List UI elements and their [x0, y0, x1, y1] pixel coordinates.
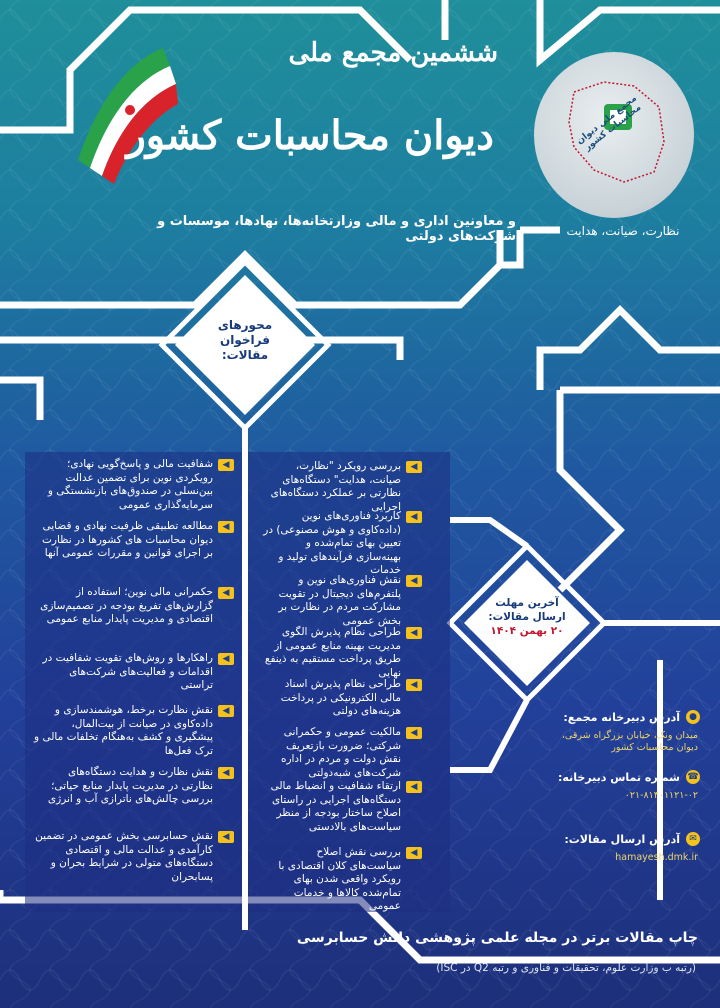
topic-text: طراحی نظام پذیرش الگوی مدیریت بهینه منابع عمومی از طریق پرداخت مستقیم به ذینفع نهایی	[264, 626, 401, 679]
footer-subline: (رتبه ب وزارت علوم، تحقیقات و فناوری و رتبه Q2 در ISC)	[436, 962, 696, 974]
contact-website	[540, 832, 700, 864]
topic-text: ارتقاء شفافیت و انضباط مالی دستگاه‌های اجرایی در راستای اصلاح ساختار بودجه از منظر سیاست‌های بالادستی	[270, 780, 401, 833]
topic-text: مطالعه تطبیقی ظرفیت نهادی و قضایی دیوان محاسبات های کشورها در نظارت بر اجرای قوانین و مقررات عمومی آنها	[42, 520, 213, 559]
arrow-left-icon: ◀	[218, 653, 234, 665]
topic-item	[34, 830, 234, 884]
topic-text: کاربرد فناوری‌های نوین (داده‌کاوی و هوش مصنوعی) در تعیین بهای تمام‌شده و بهینه‌سازی فرآیندهای تولید و خدمات	[263, 510, 401, 576]
deadline-date: ۲۰ بهمن ۱۴۰۴	[490, 625, 564, 637]
arrow-left-icon: ◀	[406, 575, 422, 587]
arrow-left-icon: ◀	[218, 831, 234, 843]
arrow-left-icon: ◀	[218, 705, 234, 717]
topic-text: مالکیت عمومی و حکمرانی شرکتی؛ ضرورت بازتعریف نقش دولت و مردم در اداره شرکت‌های شبه‌دولتی	[280, 726, 401, 779]
call-axes-label	[200, 318, 290, 363]
topic-text: بررسی رویکرد "نظارت، صیانت، هدایت" دستگاه‌های نظارتی بر عملکرد دستگاه‌های اجرایی	[270, 460, 401, 513]
arrow-left-icon: ◀	[406, 461, 422, 473]
contact-label: شماره تماس دبیرخانه:	[558, 770, 680, 784]
arrow-left-icon: ◀	[406, 679, 422, 691]
topic-text: نقش حسابرسی بخش عمومی در تضمین کارآمدی و عدالت مالی و اقتصادی دستگاه‌های متولی در شرایط بحران و پسابحران	[35, 830, 213, 883]
arrow-left-icon: ◀	[406, 727, 422, 739]
iran-map-icon	[534, 52, 694, 218]
contact-value: میدان ونک، خیابان بزرگراه شرقی، دیوان محاسبات کشور	[561, 730, 698, 753]
topic-text: بررسی نقش اصلاح سیاست‌های کلان اقتصادی با رویکرد واقعی شدن بهای تمام‌شده کالاها و خدمات عمومی	[278, 846, 401, 912]
contact-address	[540, 710, 700, 754]
contact-label: آدرس دبیرخانه مجمع:	[563, 710, 680, 724]
topic-item	[34, 766, 234, 807]
topic-item	[34, 652, 234, 693]
arrow-left-icon: ◀	[406, 627, 422, 639]
topic-item	[262, 678, 422, 719]
topic-text: نقش فناوری‌های نوین و پلتفرم‌های دیجیتال در تقویت مشارکت مردم در نظارت بر بخش عمومی	[278, 574, 401, 627]
phone-icon: ☎	[687, 772, 699, 782]
contact-value: ۰۲۱-۸۱۴۰۱۱۲۱-۰۲	[624, 790, 698, 801]
topic-item	[34, 458, 234, 512]
contact-label: آدرس ارسال مقالات:	[564, 832, 680, 846]
arrow-left-icon: ◀	[218, 459, 234, 471]
event-subtitle: و معاونین اداری و مالی وزارتخانه‌ها، نهادها، موسسات و شرکت‌های دولتی	[157, 214, 516, 244]
topic-item	[262, 510, 422, 578]
arrow-left-icon: ◀	[218, 521, 234, 533]
emblem-text: مجمع ملی دیوان محاسبات کشور	[574, 93, 644, 154]
topic-item	[34, 520, 234, 561]
topic-text: نقش نظارت و هدایت دستگاه‌های نظارتی در مدیریت پایدار منابع حیاتی؛ بررسی چالش‌های ناترازی آب و انرژی	[47, 766, 213, 805]
topic-item	[262, 626, 422, 680]
event-title-main: دیوان محاسبات کشور	[126, 112, 494, 159]
deadline-line1: آخرین مهلت	[495, 597, 559, 609]
topic-text: حکمرانی مالی نوین؛ استفاده از گزارش‌های تفریغ بودجه در تصمیم‌سازی اقتصادی و مدیریت پایدار منابع عمومی	[40, 586, 213, 625]
arrow-left-icon: ◀	[218, 767, 234, 779]
topic-item	[34, 704, 234, 758]
arrow-left-icon: ◀	[406, 781, 422, 793]
topic-item	[34, 586, 234, 627]
topic-item	[262, 846, 422, 914]
topic-item	[262, 780, 422, 834]
footer-headline: چاپ مقالات برتر در مجله علمی پژوهشی دانش حسابرسی	[296, 930, 698, 946]
axes-label-line: محورهای	[217, 318, 273, 332]
deadline-label	[486, 596, 568, 638]
contact-phone	[540, 770, 700, 802]
axes-label-line: فراخوان	[220, 333, 270, 347]
emblem-map-logo	[534, 52, 694, 218]
arrow-left-icon: ◀	[406, 847, 422, 859]
submission-website-link[interactable]: hamayesh.dmk.ir	[615, 852, 698, 863]
axes-label-line: مقالات:	[221, 348, 269, 362]
topic-text: راهکارها و روش‌های تقویت شفافیت در اقدامات و فعالیت‌های شرکت‌های تراستی	[42, 652, 213, 691]
topic-text: طراحی نظام پذیرش اسناد مالی الکترونیکی در پرداخت هزینه‌های دولتی	[280, 678, 401, 717]
deadline-line2: ارسال مقالات:	[488, 611, 566, 623]
arrow-left-icon: ◀	[218, 587, 234, 599]
location-pin-icon: ●	[686, 710, 700, 724]
topic-text: نقش نظارت برخط، هوشمندسازی و داده‌کاوی در صیانت از بیت‌المال، پیشگیری و کشف به‌هنگام تخلفات مالی و ترک فعل‌ها	[34, 704, 213, 757]
topic-text: شفافیت مالی و پاسخ‌گویی نهادی؛ رویکردی نوین برای تضمین عدالت بین‌نسلی در صندوق‌های بازنشستگی و سرمایه‌گذاری عمومی	[47, 458, 213, 511]
topic-item	[262, 574, 422, 628]
mail-icon: ✉	[686, 832, 700, 846]
arrow-left-icon: ◀	[406, 511, 422, 523]
topic-item	[262, 460, 422, 514]
tagline: نظارت، صیانت، هدایت	[566, 224, 680, 238]
event-title-top: ششمین مجمع ملی	[288, 38, 498, 68]
topic-item	[262, 726, 422, 780]
